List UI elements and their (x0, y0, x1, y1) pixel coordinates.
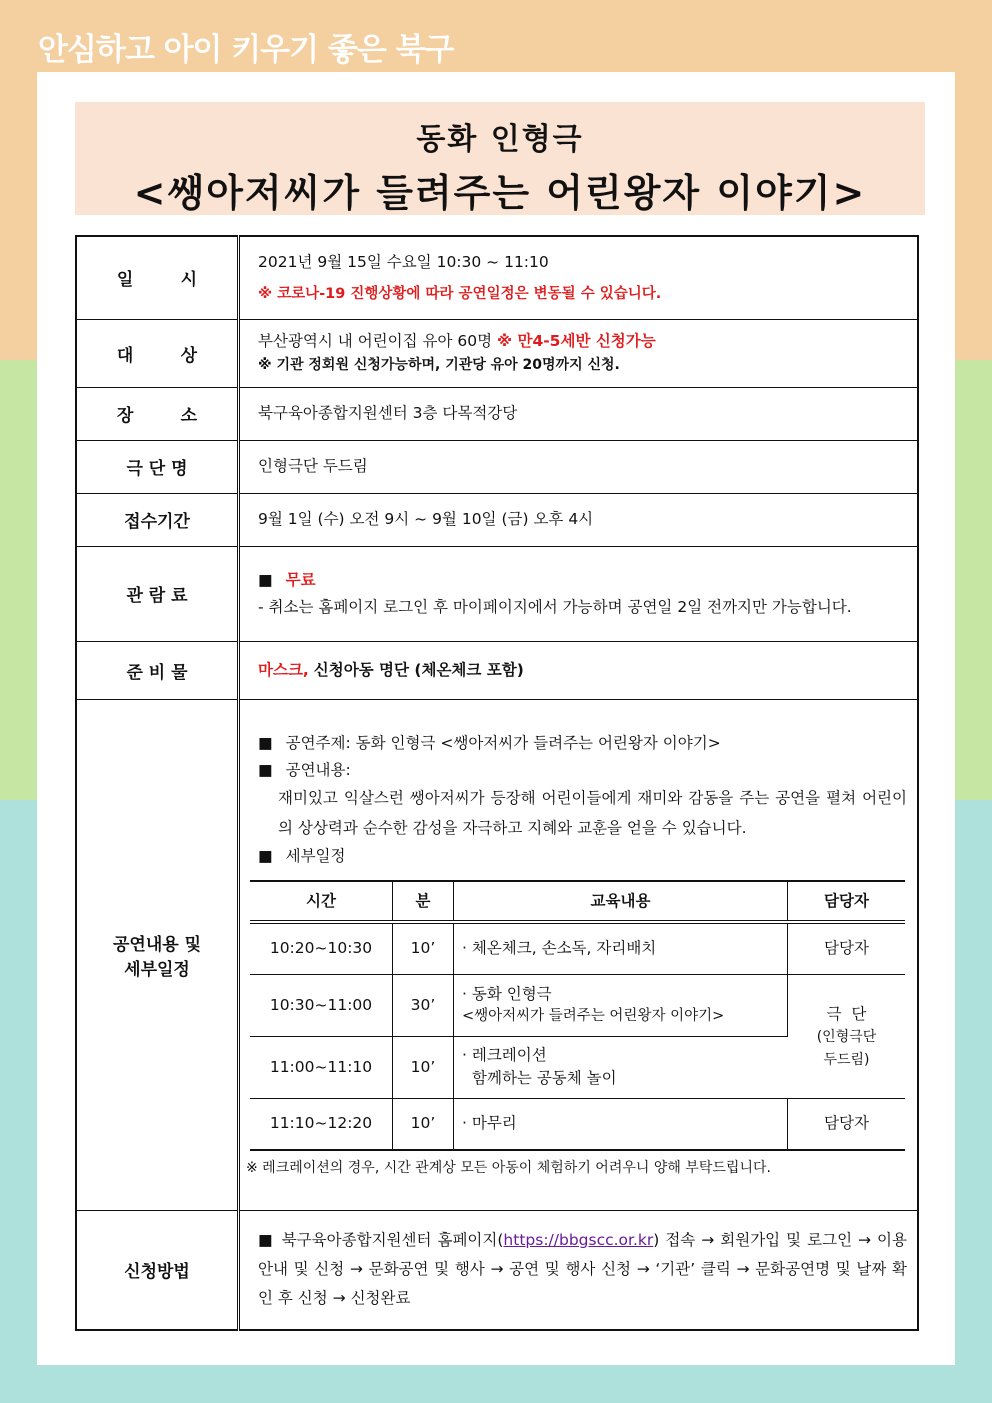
apply-text-after: ) 접속 → 회원가입 및 로그인 → 이용안내 및 신청 → 문화공연 및 행사 → 공연 및 행사 신청 → ‘기관’ 클릭 → 문화공연명 및 날짜 확인 후 신청 → 신청완료 (258, 1230, 907, 1308)
label-troupe: 극 단 명 (76, 440, 239, 493)
label-prep: 준 비 물 (76, 641, 239, 699)
label-date: 일 시 (76, 236, 239, 319)
label-program-2: 세부일정 (124, 959, 190, 980)
date-notice: ※ 코로나-19 진행상황에 따라 공연일정은 변동될 수 있습니다. (258, 285, 662, 302)
schedule-table (250, 880, 905, 1151)
bullet-icon: ■ (258, 571, 273, 590)
fee-value: 무료 (285, 571, 316, 590)
target-age-note: ※ 만4-5세반 신청가능 (497, 331, 656, 350)
title-box (75, 102, 925, 215)
row-troupe (76, 440, 918, 493)
program-schedule-title: 세부일정 (285, 847, 346, 866)
label-fee: 관 람 료 (76, 546, 239, 641)
homepage-link[interactable]: https://bbgscc.or.kr (503, 1230, 654, 1249)
date-value: 2021년 9월 15일 수요일 10:30 ~ 11:10 (258, 253, 549, 272)
program-content-title: 공연내용: (285, 760, 351, 779)
row-fee (76, 546, 918, 641)
sched-min: 10’ (393, 1098, 454, 1150)
sched-content-sub: 함께하는 공동체 놀이 (472, 1069, 617, 1088)
period-value: 9월 1일 (수) 오전 9시 ~ 9월 10일 (금) 오후 4시 (239, 493, 919, 546)
fee-note: - 취소는 홈페이지 로그인 후 마이페이지에서 가능하며 공연일 2일 전까지만 가능합니다. (258, 597, 852, 616)
title-line1: 동화 인형극 (416, 122, 584, 157)
label-period: 접수기간 (76, 493, 239, 546)
sched-header-min: 분 (393, 881, 454, 922)
slogan: 안심하고 아이 키우기 좋은 북구 (38, 32, 454, 68)
apply-text-before: 북구육아종합지원센터 홈페이지( (281, 1230, 504, 1249)
sched-content: · 레크레이션 (462, 1046, 547, 1065)
troupe-value: 인형극단 두드림 (239, 440, 919, 493)
sched-header-time: 시간 (250, 881, 393, 922)
row-program (76, 699, 918, 1210)
table-row (250, 1098, 905, 1150)
label-target: 대 상 (76, 319, 239, 387)
sched-staff-group: 극 단 (826, 1004, 867, 1023)
info-table (75, 235, 919, 1331)
target-value: 부산광역시 내 어린이집 유아 60명 (258, 331, 493, 350)
sched-staff: 담당자 (788, 922, 906, 975)
place-value: 북구육아종합지원센터 3층 다목적강당 (239, 387, 919, 440)
table-row (250, 922, 905, 975)
bullet-icon: ■ (258, 760, 273, 779)
row-apply (76, 1210, 918, 1330)
label-place: 장 소 (76, 387, 239, 440)
row-date (76, 236, 918, 319)
sched-content: · 마무리 (454, 1098, 788, 1150)
sched-staff-group-sub1: (인형극단 (816, 1029, 877, 1046)
sched-min: 10’ (393, 922, 454, 975)
sched-staff-group-sub2: 두드림) (823, 1051, 870, 1068)
title-line2: <쌩아저씨가 들려주는 어린왕자 이야기> (133, 171, 867, 215)
bullet-icon: ■ (258, 847, 273, 866)
row-period (76, 493, 918, 546)
sched-time: 10:20~10:30 (250, 922, 393, 975)
prep-value: 신청아동 명단 (체온체크 포함) (313, 660, 524, 679)
sched-content: · 동화 인형극 (462, 984, 552, 1003)
sched-header-staff: 담당자 (788, 881, 906, 922)
target-note: ※ 기관 정회원 신청가능하며, 기관당 유아 20명까지 신청. (258, 357, 620, 374)
document-paper (37, 72, 955, 1365)
prep-mask: 마스크, (258, 660, 309, 679)
table-row (250, 974, 905, 1036)
program-theme: 공연주제: 동화 인형극 <쌩아저씨가 들려주는 어린왕자 이야기> (285, 734, 721, 753)
sched-time: 11:00~11:10 (250, 1036, 393, 1098)
bullet-icon: ■ (258, 734, 273, 753)
bullet-icon: ■ (258, 1230, 274, 1249)
sched-content: · 체온체크, 손소독, 자리배치 (454, 922, 788, 975)
sched-time: 11:10~12:20 (250, 1098, 393, 1150)
row-place (76, 387, 918, 440)
program-content-text: 재미있고 익살스런 쌩아저씨가 등장해 어린이들에게 재미와 감동을 주는 공연을 펼쳐 어린이의 상상력과 순수한 감성을 자극하고 지혜와 교훈을 얻을 수 있습니다. (278, 789, 907, 838)
label-program-1: 공연내용 및 (112, 934, 202, 955)
sched-min: 30’ (393, 974, 454, 1036)
sched-staff: 담당자 (788, 1098, 906, 1150)
row-target (76, 319, 918, 387)
sched-content-sub: <쌩아저씨가 들려주는 어린왕자 이야기> (462, 1008, 725, 1025)
sched-time: 10:30~11:00 (250, 974, 393, 1036)
label-apply: 신청방법 (76, 1210, 239, 1330)
sched-header-content: 교육내용 (454, 881, 788, 922)
program-footnote: ※ 레크레이션의 경우, 시간 관계상 모든 아동이 체험하기 어려우니 양해 부탁드립니다. (246, 1159, 771, 1176)
row-prep (76, 641, 918, 699)
sched-min: 10’ (393, 1036, 454, 1098)
